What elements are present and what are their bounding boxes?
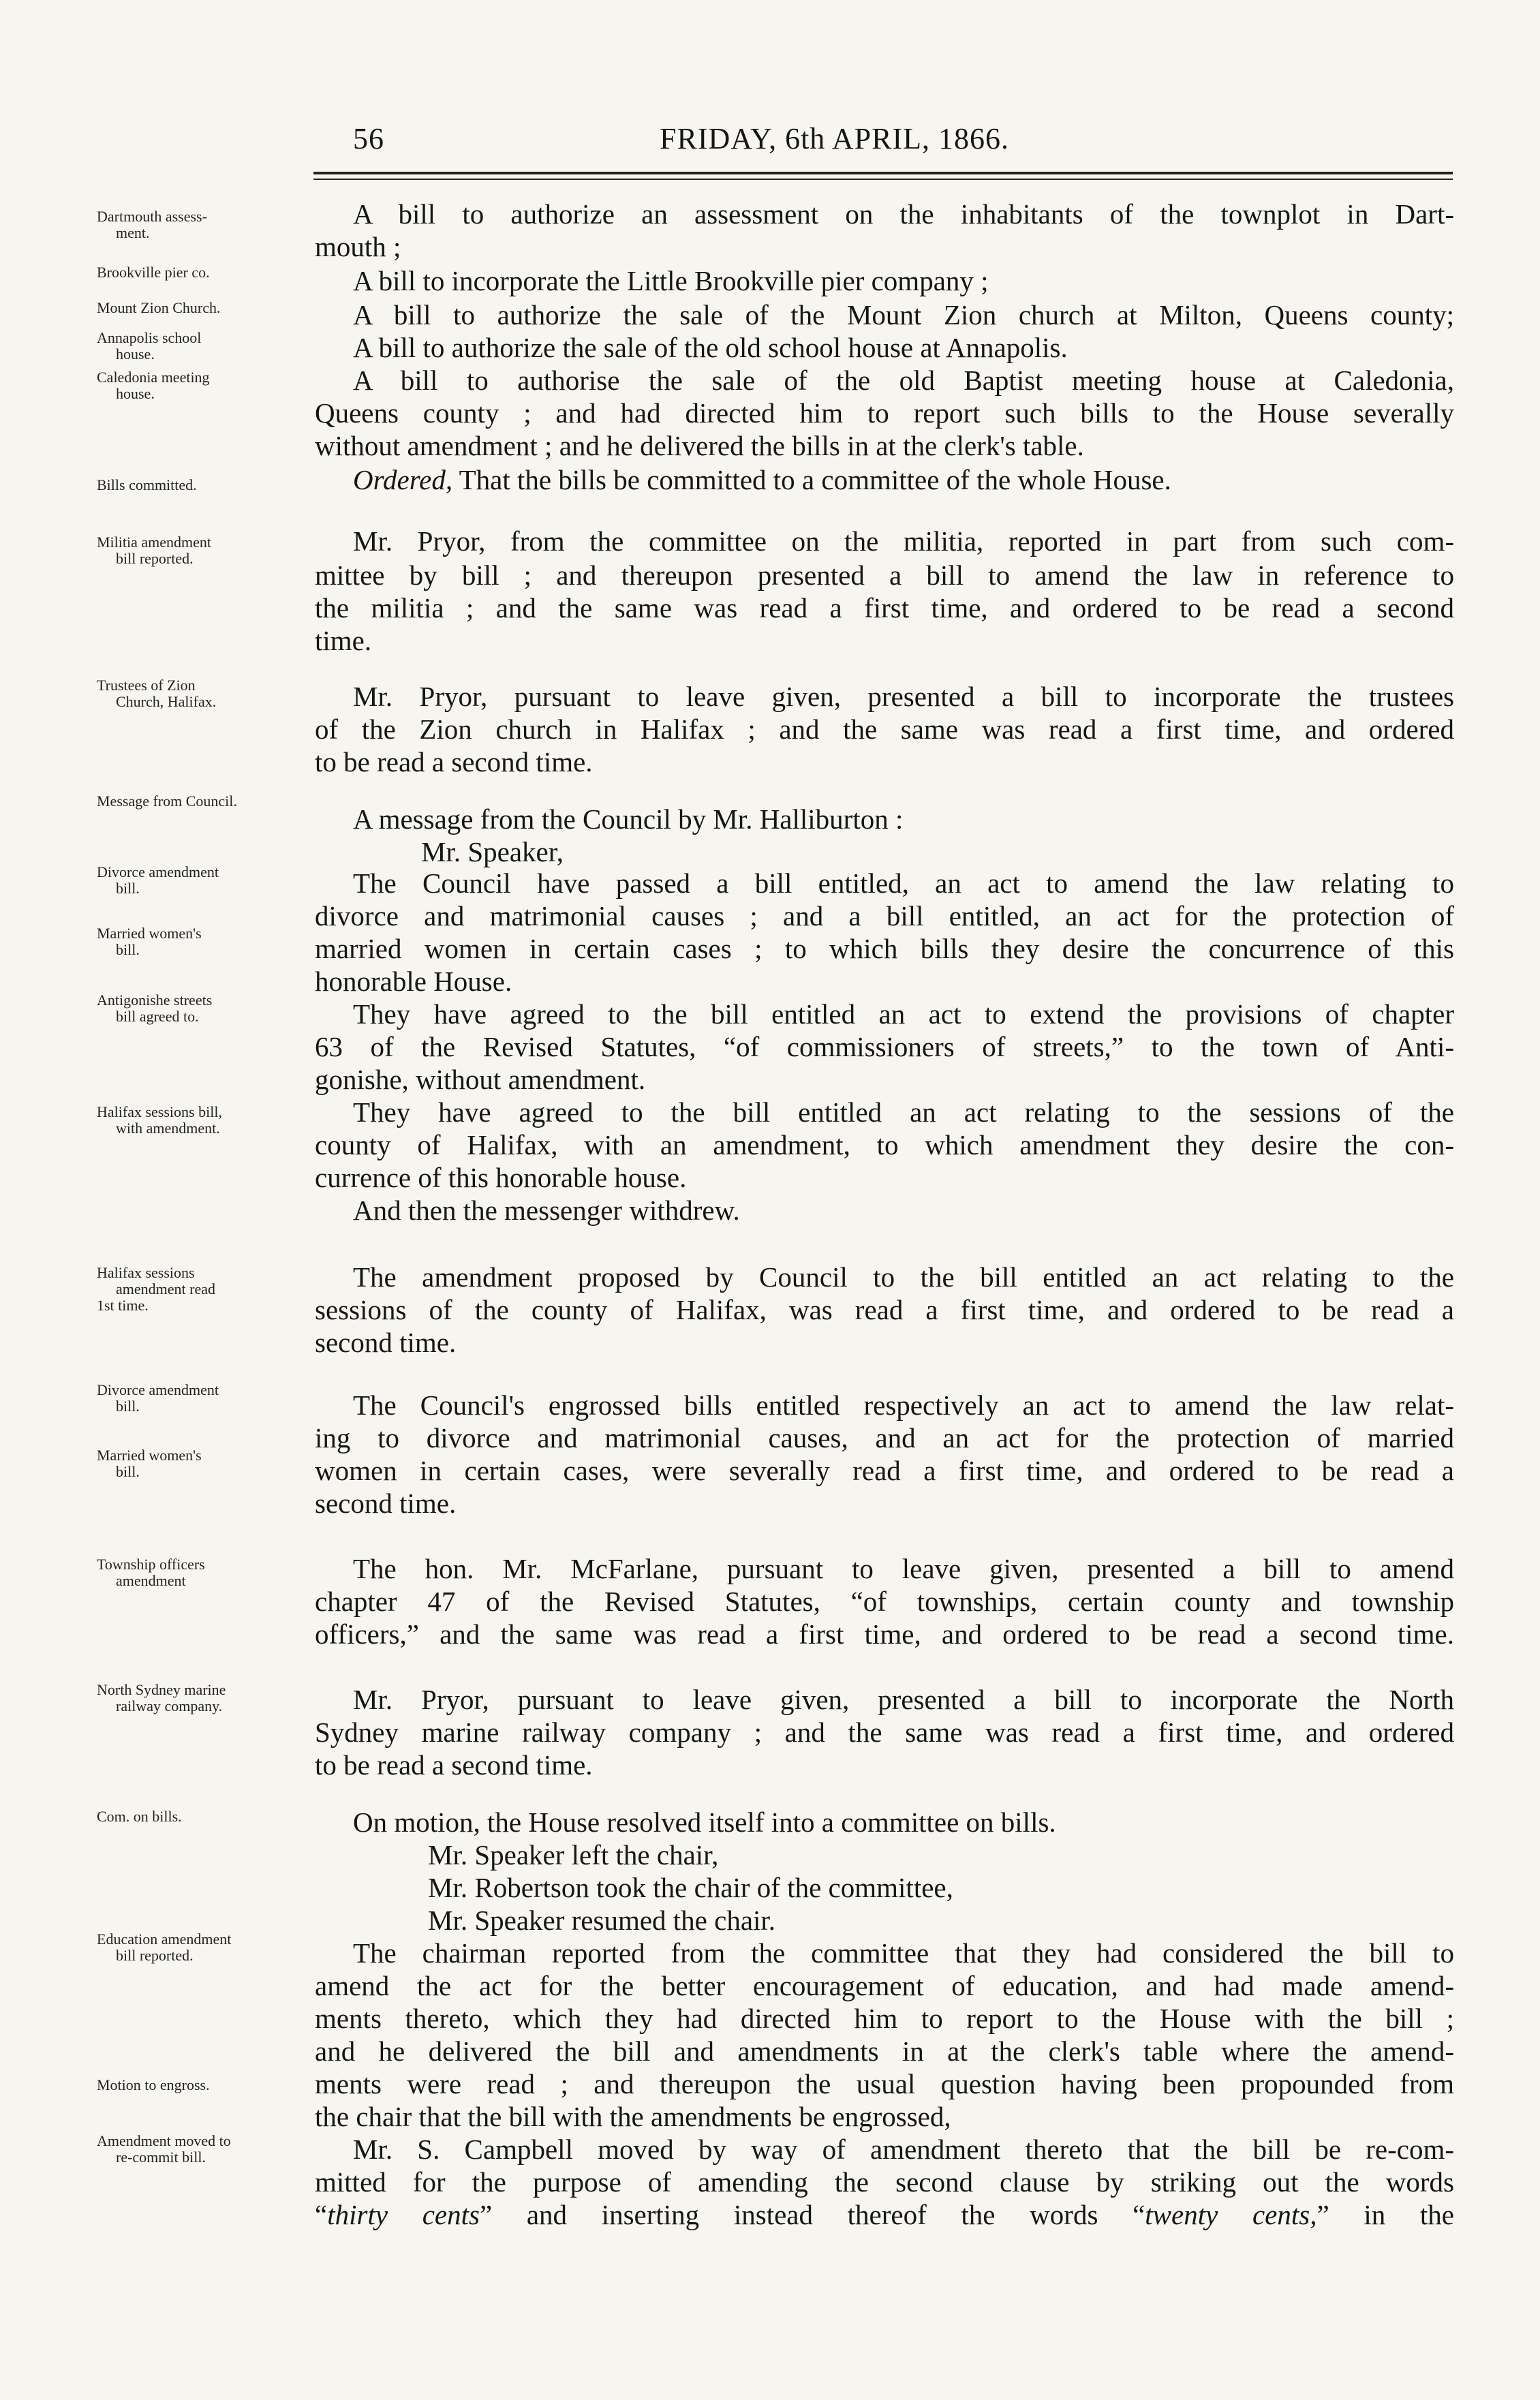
margin-note: Township officers amendment bbox=[97, 1556, 205, 1589]
header-rule-thin bbox=[313, 179, 1453, 180]
body-line: A bill to incorporate the Little Brookville pier company ; bbox=[353, 265, 989, 296]
margin-note: Dartmouth assess- ment. bbox=[97, 208, 207, 241]
margin-note: Caledonia meeting house. bbox=[97, 369, 210, 402]
body-line: And then the messenger withdrew. bbox=[353, 1195, 740, 1226]
italic-twenty-cents: twenty cents, bbox=[1145, 2199, 1317, 2230]
margin-note: Com. on bills. bbox=[97, 1808, 182, 1825]
body-line: and he delivered the bill and amendments in at the clerk's table where the amend- bbox=[315, 2035, 1454, 2067]
body-line: mittee by bill ; and thereupon presented a bill to amend the law in reference to bbox=[315, 559, 1454, 591]
header-date: FRIDAY, 6th APRIL, 1866. bbox=[660, 122, 1010, 155]
body-line: Ordered, That the bills be committed to a committee of the whole House. bbox=[353, 464, 1171, 495]
body-line: married women in certain cases ; to which bills they desire the concurrence of this bbox=[315, 933, 1454, 964]
body-line: Mr. Robertson took the chair of the committee, bbox=[428, 1872, 953, 1903]
body-line: Sydney marine railway company ; and the same was read a first time, and ordered bbox=[315, 1717, 1454, 1748]
body-line: ments were read ; and thereupon the usual question having been propounded from bbox=[315, 2068, 1454, 2099]
margin-note: Education amendment bill reported. bbox=[97, 1930, 232, 1964]
margin-note: Antigonishe streets bill agreed to. bbox=[97, 991, 213, 1025]
body-line: ing to divorce and matrimonial causes, and an act for the protection of married bbox=[315, 1422, 1454, 1453]
margin-note: Halifax sessions bill, with amendment. bbox=[97, 1103, 222, 1137]
body-line: A bill to authorize the sale of the old school house at Annapolis. bbox=[353, 332, 1068, 363]
margin-note: Militia amendment bill reported. bbox=[97, 534, 212, 567]
body-line: The amendment proposed by Council to the bill entitled an act relating to the bbox=[353, 1261, 1454, 1293]
body-line: to be read a second time. bbox=[315, 1749, 593, 1781]
body-line: On motion, the House resolved itself into a committee on bills. bbox=[353, 1806, 1056, 1838]
body-line: Mr. Pryor, pursuant to leave given, presented a bill to incorporate the North bbox=[353, 1684, 1454, 1715]
body-line: Mr. Speaker, bbox=[421, 836, 564, 867]
margin-note: Married women's bill. bbox=[97, 1447, 202, 1480]
body-line: 63 of the Revised Statutes, “of commissioners of streets,” to the town of Anti- bbox=[315, 1031, 1454, 1062]
body-line: They have agreed to the bill entitled an act to extend the provisions of chapter bbox=[353, 998, 1454, 1030]
body-line: Queens county ; and had directed him to report such bills to the House severally bbox=[315, 397, 1454, 429]
margin-note: Divorce amendment bill. bbox=[97, 1381, 219, 1415]
body-line: Mr. Pryor, from the committee on the militia, reported in part from such com- bbox=[353, 525, 1454, 557]
body-line: gonishe, without amendment. bbox=[315, 1064, 646, 1095]
body-line: divorce and matrimonial causes ; and a bill entitled, an act for the protection of bbox=[315, 900, 1454, 932]
margin-note: Mount Zion Church. bbox=[97, 299, 221, 316]
header-rule-thick bbox=[313, 172, 1453, 174]
margin-note: Motion to engross. bbox=[97, 2076, 210, 2093]
margin-note: Trustees of Zion Church, Halifax. bbox=[97, 677, 217, 710]
margin-note: Married women's bill. bbox=[97, 925, 202, 958]
margin-note: Halifax sessions amendment read 1st time. bbox=[97, 1264, 215, 1314]
body-line: honorable House. bbox=[315, 966, 512, 997]
body-line: officers,” and the same was read a first time, and ordered to be read a second time. bbox=[315, 1618, 1454, 1650]
body-line: Mr. Pryor, pursuant to leave given, presented a bill to incorporate the trustees bbox=[353, 681, 1454, 712]
margin-note: Brookville pier co. bbox=[97, 264, 210, 281]
body-line: the chair that the bill with the amendments be engrossed, bbox=[315, 2101, 951, 2132]
body-line: They have agreed to the bill entitled an act relating to the sessions of the bbox=[353, 1096, 1454, 1128]
body-line: ments thereto, which they had directed him to report to the House with the bill ; bbox=[315, 2003, 1454, 2034]
margin-note: Bills committed. bbox=[97, 476, 197, 493]
ordered-italic: Ordered, bbox=[353, 464, 453, 495]
body-line: sessions of the county of Halifax, was read a first time, and ordered to be read a bbox=[315, 1294, 1454, 1325]
margin-note: Divorce amendment bill. bbox=[97, 863, 219, 897]
italic-thirty-cents: thirty cents bbox=[327, 2199, 480, 2230]
body-line: The Council's engrossed bills entitled respectively an act to amend the law relat- bbox=[353, 1389, 1454, 1421]
body-line: chapter 47 of the Revised Statutes, “of townships, certain county and township bbox=[315, 1586, 1454, 1617]
body-line: The chairman reported from the committee that they had considered the bill to bbox=[353, 1937, 1454, 1969]
body-line: time. bbox=[315, 625, 372, 656]
body-line: second time. bbox=[315, 1488, 457, 1519]
margin-note: North Sydney marine railway company. bbox=[97, 1681, 226, 1714]
body-line: Mr. Speaker left the chair, bbox=[428, 1839, 719, 1871]
body-line: to be read a second time. bbox=[315, 746, 593, 778]
body-line: mouth ; bbox=[315, 231, 401, 262]
margin-note: Amendment moved to re-commit bill. bbox=[97, 2132, 231, 2166]
body-line: mitted for the purpose of amending the second clause by striking out the words bbox=[315, 2166, 1454, 2198]
body-line: second time. bbox=[315, 1327, 457, 1358]
body-line: the militia ; and the same was read a first time, and ordered to be read a second bbox=[315, 592, 1454, 624]
body-line: A message from the Council by Mr. Halliburton : bbox=[353, 803, 904, 835]
body-line: Mr. S. Campbell moved by way of amendment thereto that the bill be re-com- bbox=[353, 2134, 1454, 2165]
body-line: of the Zion church in Halifax ; and the same was read a first time, and ordered bbox=[315, 713, 1454, 745]
page-header bbox=[313, 121, 1451, 169]
body-line: currence of this honorable house. bbox=[315, 1162, 687, 1193]
body-line: The Council have passed a bill entitled, an act to amend the law relating to bbox=[353, 867, 1454, 899]
body-line: A bill to authorize an assessment on the inhabitants of the townplot in Dart- bbox=[353, 198, 1454, 230]
body-line: The hon. Mr. McFarlane, pursuant to leave given, presented a bill to amend bbox=[353, 1553, 1454, 1584]
body-line: “thirty cents” and inserting instead thereof the words “twenty cents,” in the bbox=[315, 2199, 1454, 2230]
body-line: without amendment ; and he delivered the bills in at the clerk's table. bbox=[315, 430, 1084, 461]
body-line: amend the act for the better encouragement of education, and had made amend- bbox=[315, 1970, 1454, 2001]
body-line: A bill to authorise the sale of the old Baptist meeting house at Caledonia, bbox=[353, 365, 1454, 396]
body-line: county of Halifax, with an amendment, to which amendment they desire the con- bbox=[315, 1129, 1454, 1160]
body-line: women in certain cases, were severally read a first time, and ordered to be read a bbox=[315, 1455, 1454, 1486]
margin-note: Message from Council. bbox=[97, 793, 237, 810]
body-line: Mr. Speaker resumed the chair. bbox=[428, 1905, 776, 1936]
margin-note: Annapolis school house. bbox=[97, 329, 202, 363]
body-line: A bill to authorize the sale of the Mount Zion church at Milton, Queens county; bbox=[353, 299, 1454, 330]
page-number: 56 bbox=[353, 122, 384, 155]
